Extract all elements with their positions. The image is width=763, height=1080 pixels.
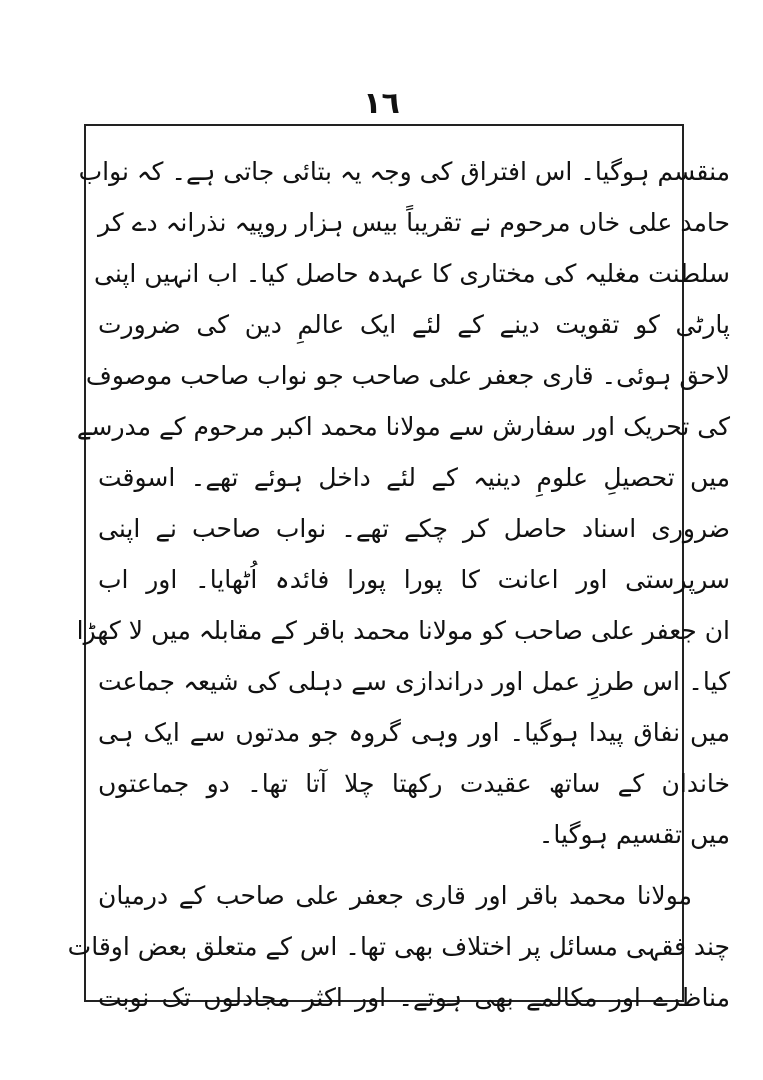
text-line: مناظرے اور مکالمے بھی ہوتے۔ اور اکثر مجادلوں تک نوبت xyxy=(98,983,730,1012)
text-line: میں نفاق پیدا ہوگیا۔ اور وہی گروہ جو مدتوں سے ایک ہی xyxy=(98,718,730,747)
text-line: میں تقسیم ہوگیا۔ xyxy=(538,820,730,849)
text-line: خاندان کے ساتھ عقیدت رکھتا چلا آتا تھا۔ دو جماعتوں xyxy=(98,769,730,798)
text-line: پارٹی کو تقویت دینے کے لئے ایک عالمِ دین کی ضرورت xyxy=(98,310,730,339)
text-line: ضروری اسناد حاصل کر چکے تھے۔ نواب صاحب نے اپنی xyxy=(98,514,730,543)
text-line: کی تحریک اور سفارش سے مولانا محمد اکبر مرحوم کے مدرسے xyxy=(76,412,730,441)
page-number: ١٦ xyxy=(363,86,400,121)
text-line: کیا۔ اس طرزِ عمل اور دراندازی سے دہلی کی شیعہ جماعت xyxy=(98,667,730,696)
text-line: سلطنت مغلیہ کی مختاری کا عہدہ حاصل کیا۔ اب انہیں اپنی xyxy=(94,259,730,288)
paragraph-1 xyxy=(76,146,730,860)
text-line: مولانا محمد باقر اور قاری جعفر علی صاحب کے درمیان xyxy=(98,881,692,910)
text-body xyxy=(67,146,730,1023)
text-line: لاحق ہوئی۔ قاری جعفر علی صاحب جو نواب صاحب موصوف xyxy=(85,361,730,390)
text-line: منقسم ہوگیا۔ اس افتراق کی وجہ یہ بتائی جاتی ہے۔ کہ نواب xyxy=(78,157,730,186)
text-line: حامد علی خاں مرحوم نے تقریباً بیس ہزار روپیہ نذرانہ دے کر xyxy=(98,208,730,237)
text-line: ان جعفر علی صاحب کو مولانا محمد باقر کے مقابلہ میں لا کھڑا xyxy=(76,616,730,645)
text-line: میں تحصیلِ علومِ دینیہ کے لئے داخل ہوئے تھے۔ اسوقت xyxy=(98,463,730,492)
text-line: سرپرستی اور اعانت کا پورا پورا فائدہ اُٹھایا۔ اور اب xyxy=(98,565,730,594)
paragraph-2 xyxy=(67,870,730,1023)
paragraph-gap xyxy=(98,860,730,870)
text-line: چند فقہی مسائل پر اختلاف بھی تھا۔ اس کے متعلق بعض اوقات xyxy=(67,932,730,961)
